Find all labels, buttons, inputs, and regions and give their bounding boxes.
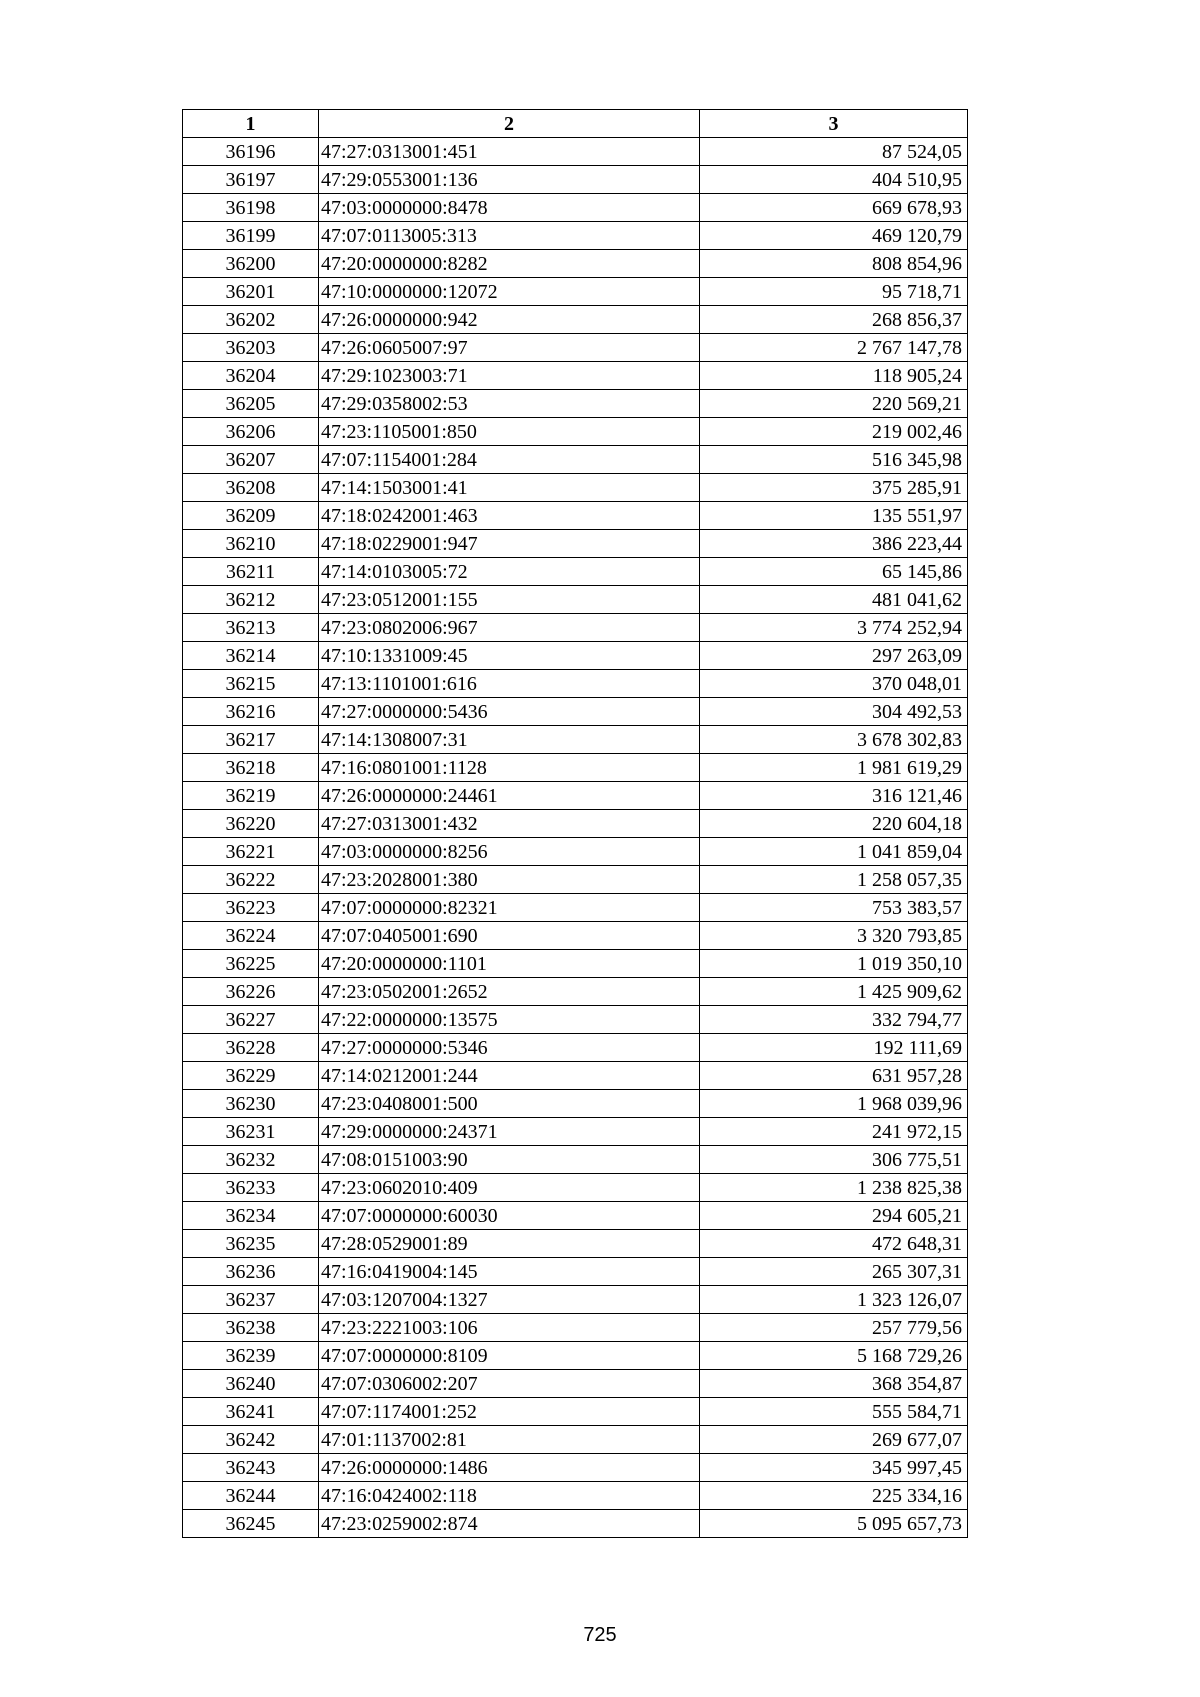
row-number-cell: 36212 (183, 586, 319, 614)
table-row (183, 950, 968, 978)
value-cell: 135 551,97 (700, 502, 968, 530)
table-row (183, 1370, 968, 1398)
cadastral-number-cell: 47:27:0000000:5436 (319, 698, 700, 726)
value-cell: 386 223,44 (700, 530, 968, 558)
value-cell: 5 095 657,73 (700, 1510, 968, 1538)
table-row (183, 838, 968, 866)
row-number-cell: 36219 (183, 782, 319, 810)
table-row (183, 474, 968, 502)
row-number-cell: 36231 (183, 1118, 319, 1146)
table-row (183, 866, 968, 894)
cadastral-number-cell: 47:23:1105001:850 (319, 418, 700, 446)
value-cell: 404 510,95 (700, 166, 968, 194)
cadastral-number-cell: 47:08:0151003:90 (319, 1146, 700, 1174)
value-cell: 225 334,16 (700, 1482, 968, 1510)
row-number-cell: 36208 (183, 474, 319, 502)
column-header: 2 (319, 110, 700, 138)
value-cell: 516 345,98 (700, 446, 968, 474)
value-cell: 1 323 126,07 (700, 1286, 968, 1314)
cadastral-number-cell: 47:16:0424002:118 (319, 1482, 700, 1510)
value-cell: 332 794,77 (700, 1006, 968, 1034)
value-cell: 1 041 859,04 (700, 838, 968, 866)
table-row (183, 558, 968, 586)
table-row (183, 418, 968, 446)
value-cell: 95 718,71 (700, 278, 968, 306)
table-row (183, 1006, 968, 1034)
table-row (183, 446, 968, 474)
row-number-cell: 36227 (183, 1006, 319, 1034)
cadastral-number-cell: 47:23:0602010:409 (319, 1174, 700, 1202)
cadastral-number-cell: 47:16:0801001:1128 (319, 754, 700, 782)
value-cell: 345 997,45 (700, 1454, 968, 1482)
cadastral-number-cell: 47:14:0212001:244 (319, 1062, 700, 1090)
table-row (183, 138, 968, 166)
value-cell: 192 111,69 (700, 1034, 968, 1062)
cadastral-number-cell: 47:18:0229001:947 (319, 530, 700, 558)
value-cell: 469 120,79 (700, 222, 968, 250)
column-header: 1 (183, 110, 319, 138)
cadastral-number-cell: 47:07:0405001:690 (319, 922, 700, 950)
value-cell: 753 383,57 (700, 894, 968, 922)
table-row (183, 782, 968, 810)
cadastral-number-cell: 47:07:0000000:82321 (319, 894, 700, 922)
cadastral-number-cell: 47:07:1174001:252 (319, 1398, 700, 1426)
row-number-cell: 36238 (183, 1314, 319, 1342)
table-row (183, 614, 968, 642)
cadastral-number-cell: 47:23:0408001:500 (319, 1090, 700, 1118)
value-cell: 257 779,56 (700, 1314, 968, 1342)
table-row (183, 1258, 968, 1286)
row-number-cell: 36230 (183, 1090, 319, 1118)
cadastral-number-cell: 47:26:0000000:942 (319, 306, 700, 334)
value-cell: 1 425 909,62 (700, 978, 968, 1006)
row-number-cell: 36243 (183, 1454, 319, 1482)
row-number-cell: 36196 (183, 138, 319, 166)
cadastral-number-cell: 47:18:0242001:463 (319, 502, 700, 530)
value-cell: 269 677,07 (700, 1426, 968, 1454)
row-number-cell: 36229 (183, 1062, 319, 1090)
table-row (183, 754, 968, 782)
cadastral-number-cell: 47:07:0000000:8109 (319, 1342, 700, 1370)
row-number-cell: 36215 (183, 670, 319, 698)
row-number-cell: 36218 (183, 754, 319, 782)
row-number-cell: 36201 (183, 278, 319, 306)
table-row (183, 698, 968, 726)
row-number-cell: 36213 (183, 614, 319, 642)
row-number-cell: 36224 (183, 922, 319, 950)
table-row (183, 194, 968, 222)
cadastral-number-cell: 47:03:0000000:8256 (319, 838, 700, 866)
row-number-cell: 36241 (183, 1398, 319, 1426)
table-row (183, 166, 968, 194)
table-row (183, 306, 968, 334)
value-cell: 304 492,53 (700, 698, 968, 726)
value-cell: 669 678,93 (700, 194, 968, 222)
value-cell: 472 648,31 (700, 1230, 968, 1258)
table-row (183, 978, 968, 1006)
table-row (183, 250, 968, 278)
row-number-cell: 36220 (183, 810, 319, 838)
value-cell: 1 981 619,29 (700, 754, 968, 782)
value-cell: 2 767 147,78 (700, 334, 968, 362)
cadastral-number-cell: 47:23:2028001:380 (319, 866, 700, 894)
row-number-cell: 36223 (183, 894, 319, 922)
row-number-cell: 36237 (183, 1286, 319, 1314)
cadastral-number-cell: 47:03:0000000:8478 (319, 194, 700, 222)
row-number-cell: 36209 (183, 502, 319, 530)
row-number-cell: 36245 (183, 1510, 319, 1538)
column-header: 3 (700, 110, 968, 138)
cadastral-number-cell: 47:29:0553001:136 (319, 166, 700, 194)
value-cell: 87 524,05 (700, 138, 968, 166)
cadastral-number-cell: 47:29:1023003:71 (319, 362, 700, 390)
row-number-cell: 36221 (183, 838, 319, 866)
table-row (183, 1482, 968, 1510)
cadastral-number-cell: 47:10:1331009:45 (319, 642, 700, 670)
row-number-cell: 36226 (183, 978, 319, 1006)
cadastral-number-cell: 47:14:0103005:72 (319, 558, 700, 586)
value-cell: 3 678 302,83 (700, 726, 968, 754)
value-cell: 5 168 729,26 (700, 1342, 968, 1370)
value-cell: 375 285,91 (700, 474, 968, 502)
value-cell: 297 263,09 (700, 642, 968, 670)
value-cell: 3 320 793,85 (700, 922, 968, 950)
row-number-cell: 36207 (183, 446, 319, 474)
cadastral-number-cell: 47:13:1101001:616 (319, 670, 700, 698)
cadastral-number-cell: 47:10:0000000:12072 (319, 278, 700, 306)
row-number-cell: 36211 (183, 558, 319, 586)
row-number-cell: 36242 (183, 1426, 319, 1454)
table-row (183, 1342, 968, 1370)
table-row (183, 1062, 968, 1090)
cadastral-number-cell: 47:23:2221003:106 (319, 1314, 700, 1342)
cadastral-number-cell: 47:07:0113005:313 (319, 222, 700, 250)
row-number-cell: 36205 (183, 390, 319, 418)
cadastral-number-cell: 47:26:0000000:1486 (319, 1454, 700, 1482)
row-number-cell: 36225 (183, 950, 319, 978)
table-row (183, 362, 968, 390)
row-number-cell: 36197 (183, 166, 319, 194)
cadastral-number-cell: 47:07:1154001:284 (319, 446, 700, 474)
cadastral-number-cell: 47:29:0000000:24371 (319, 1118, 700, 1146)
value-cell: 268 856,37 (700, 306, 968, 334)
cadastral-number-cell: 47:23:0512001:155 (319, 586, 700, 614)
cadastral-number-cell: 47:01:1137002:81 (319, 1426, 700, 1454)
table-row (183, 586, 968, 614)
cadastral-number-cell: 47:07:0000000:60030 (319, 1202, 700, 1230)
row-number-cell: 36217 (183, 726, 319, 754)
table-row (183, 1202, 968, 1230)
cadastral-number-cell: 47:26:0605007:97 (319, 334, 700, 362)
value-cell: 316 121,46 (700, 782, 968, 810)
value-cell: 1 968 039,96 (700, 1090, 968, 1118)
table-row (183, 1174, 968, 1202)
value-cell: 294 605,21 (700, 1202, 968, 1230)
cadastral-number-cell: 47:23:0502001:2652 (319, 978, 700, 1006)
value-cell: 241 972,15 (700, 1118, 968, 1146)
table-row (183, 1146, 968, 1174)
cadastral-number-cell: 47:28:0529001:89 (319, 1230, 700, 1258)
row-number-cell: 36232 (183, 1146, 319, 1174)
row-number-cell: 36235 (183, 1230, 319, 1258)
cadastral-number-cell: 47:16:0419004:145 (319, 1258, 700, 1286)
table-row (183, 334, 968, 362)
table-row (183, 1398, 968, 1426)
table-body (183, 138, 968, 1538)
data-table (182, 109, 968, 1538)
table-row (183, 1090, 968, 1118)
row-number-cell: 36214 (183, 642, 319, 670)
value-cell: 220 604,18 (700, 810, 968, 838)
page-number: 725 (583, 1624, 617, 1646)
value-cell: 1 019 350,10 (700, 950, 968, 978)
value-cell: 370 048,01 (700, 670, 968, 698)
value-cell: 118 905,24 (700, 362, 968, 390)
row-number-cell: 36234 (183, 1202, 319, 1230)
value-cell: 219 002,46 (700, 418, 968, 446)
table-row (183, 1286, 968, 1314)
table-row (183, 390, 968, 418)
row-number-cell: 36240 (183, 1370, 319, 1398)
row-number-cell: 36202 (183, 306, 319, 334)
table-row (183, 642, 968, 670)
row-number-cell: 36198 (183, 194, 319, 222)
row-number-cell: 36199 (183, 222, 319, 250)
value-cell: 631 957,28 (700, 1062, 968, 1090)
cadastral-number-cell: 47:20:0000000:8282 (319, 250, 700, 278)
cadastral-number-cell: 47:14:1308007:31 (319, 726, 700, 754)
table-row (183, 1510, 968, 1538)
row-number-cell: 36236 (183, 1258, 319, 1286)
row-number-cell: 36206 (183, 418, 319, 446)
value-cell: 306 775,51 (700, 1146, 968, 1174)
cadastral-number-cell: 47:07:0306002:207 (319, 1370, 700, 1398)
row-number-cell: 36239 (183, 1342, 319, 1370)
row-number-cell: 36200 (183, 250, 319, 278)
table-row (183, 810, 968, 838)
value-cell: 481 041,62 (700, 586, 968, 614)
row-number-cell: 36210 (183, 530, 319, 558)
table-row (183, 894, 968, 922)
value-cell: 265 307,31 (700, 1258, 968, 1286)
cadastral-number-cell: 47:14:1503001:41 (319, 474, 700, 502)
value-cell: 1 238 825,38 (700, 1174, 968, 1202)
value-cell: 808 854,96 (700, 250, 968, 278)
table-row (183, 726, 968, 754)
cadastral-number-cell: 47:27:0000000:5346 (319, 1034, 700, 1062)
cadastral-number-cell: 47:27:0313001:451 (319, 138, 700, 166)
cadastral-number-cell: 47:20:0000000:1101 (319, 950, 700, 978)
table-row (183, 1454, 968, 1482)
table-row (183, 222, 968, 250)
cadastral-number-cell: 47:23:0259002:874 (319, 1510, 700, 1538)
value-cell: 3 774 252,94 (700, 614, 968, 642)
row-number-cell: 36216 (183, 698, 319, 726)
table-header-row (183, 110, 968, 138)
table-row (183, 502, 968, 530)
table-row (183, 1426, 968, 1454)
row-number-cell: 36204 (183, 362, 319, 390)
table-row (183, 922, 968, 950)
cadastral-number-cell: 47:27:0313001:432 (319, 810, 700, 838)
table-row (183, 278, 968, 306)
value-cell: 220 569,21 (700, 390, 968, 418)
row-number-cell: 36228 (183, 1034, 319, 1062)
cadastral-number-cell: 47:22:0000000:13575 (319, 1006, 700, 1034)
value-cell: 1 258 057,35 (700, 866, 968, 894)
table-row (183, 1118, 968, 1146)
row-number-cell: 36233 (183, 1174, 319, 1202)
value-cell: 368 354,87 (700, 1370, 968, 1398)
table-row (183, 1314, 968, 1342)
table-row (183, 1230, 968, 1258)
value-cell: 65 145,86 (700, 558, 968, 586)
row-number-cell: 36222 (183, 866, 319, 894)
cadastral-number-cell: 47:23:0802006:967 (319, 614, 700, 642)
cadastral-number-cell: 47:26:0000000:24461 (319, 782, 700, 810)
table-row (183, 1034, 968, 1062)
cadastral-number-cell: 47:29:0358002:53 (319, 390, 700, 418)
table-row (183, 530, 968, 558)
cadastral-number-cell: 47:03:1207004:1327 (319, 1286, 700, 1314)
row-number-cell: 36203 (183, 334, 319, 362)
table-row (183, 670, 968, 698)
value-cell: 555 584,71 (700, 1398, 968, 1426)
row-number-cell: 36244 (183, 1482, 319, 1510)
